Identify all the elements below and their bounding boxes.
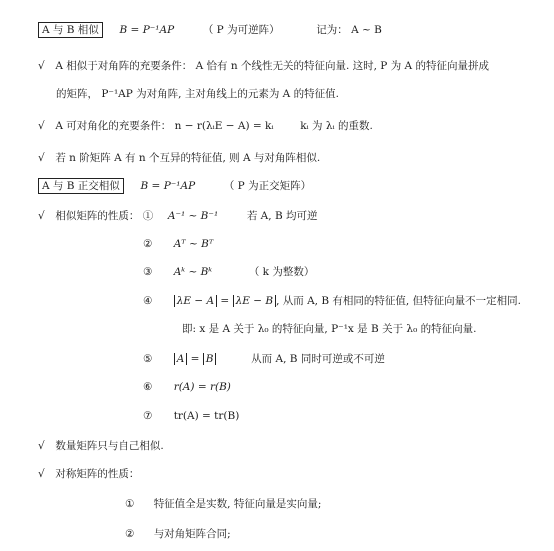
diag-rank-tail: kᵢ 为 λᵢ 的重数. — [300, 120, 373, 132]
diag-condition-text-2: 的矩阵， P⁻¹AP 为对角阵, 主对角线上的元素为 A 的特征值. — [56, 88, 339, 100]
prop-note-3: （ k 为整数） — [248, 266, 315, 278]
orth-similar-box: A 与 B 正交相似 — [38, 178, 124, 194]
prop-eq-4: = — [217, 295, 233, 307]
symmetric-title-line — [38, 466, 139, 482]
check-icon: √ — [38, 468, 45, 480]
prop-sub-4: 即: x 是 A 关于 λ₀ 的特征向量, P⁻¹x 是 B 关于 λ₀ 的特征向量. — [182, 323, 477, 335]
similar-notation: 记为： A ~ B — [316, 24, 382, 36]
similar-definition-box: A 与 B 相似 — [38, 22, 103, 38]
prop-line-6 — [143, 379, 231, 395]
orth-similar-note: （ P 为正交矩阵） — [223, 180, 312, 192]
orth-similar-line — [38, 178, 311, 194]
prop-formula-4-left: λE − A — [174, 295, 217, 307]
self-similar-line — [38, 438, 164, 454]
prop-formula-1: A⁻¹ ~ B⁻¹ — [167, 210, 219, 222]
similar-note: （ P 为可逆阵） — [202, 24, 280, 36]
symmetric-item-1 — [125, 496, 321, 512]
distinct-eigen-line — [38, 150, 320, 166]
symmetric-item-2 — [125, 526, 231, 542]
check-icon: √ — [38, 60, 45, 72]
symmetric-text-1: 特征值全是实数, 特征向量是实向量; — [153, 498, 322, 510]
diag-condition-text-1: A 相似于对角阵的充要条件： A 恰有 n 个线性无关的特征向量. 这时, P 为 A 的特征向量拼成 — [55, 60, 489, 72]
symmetric-num-2: ② — [125, 528, 135, 540]
check-icon: √ — [38, 152, 45, 164]
check-icon: √ — [38, 120, 45, 132]
prop-eq-5: = — [187, 353, 203, 365]
distinct-eigen-text: 若 n 阶矩阵 A 有 n 个互异的特征值, 则 A 与对角阵相似. — [55, 152, 321, 164]
prop-line-3 — [143, 264, 314, 280]
prop-num-4: ④ — [143, 295, 153, 307]
prop-formula-2: Aᵀ ~ Bᵀ — [173, 238, 214, 250]
check-icon: √ — [38, 210, 45, 222]
prop-formula-5-right: B — [203, 353, 217, 365]
prop-num-2: ② — [143, 238, 153, 250]
prop-note-5: 从而 A, B 同时可逆或不可逆 — [251, 353, 385, 365]
prop-line-7 — [143, 408, 239, 424]
similar-formula: B = P⁻¹AP — [119, 24, 175, 36]
prop-num-1: ① — [142, 210, 154, 222]
prop-formula-7: tr(A) = tr(B) — [173, 410, 240, 422]
orth-similar-formula: B = P⁻¹AP — [140, 180, 196, 192]
props-title: 相似矩阵的性质： — [55, 210, 140, 222]
prop-note-1: 若 A, B 均可逆 — [246, 210, 318, 222]
prop-line-5 — [143, 351, 385, 367]
prop-line-4-sub — [182, 321, 476, 337]
prop-formula-3: Aᵏ ~ Bᵏ — [173, 266, 213, 278]
self-similar-text: 数量矩阵只与自己相似. — [55, 440, 164, 452]
similar-definition-line — [38, 22, 382, 38]
symmetric-text-2: 与对角矩阵合同; — [153, 528, 231, 540]
prop-note-4: , 从而 A, B 有相同的特征值, 但特征向量不一定相同. — [276, 295, 521, 307]
prop-num-6: ⑥ — [143, 381, 153, 393]
prop-num-5: ⑤ — [143, 353, 153, 365]
check-icon: √ — [38, 440, 45, 452]
prop-num-7: ⑦ — [143, 410, 153, 422]
prop-formula-6: r(A) = r(B) — [173, 381, 231, 393]
symmetric-title: 对称矩阵的性质： — [55, 468, 140, 480]
prop-formula-4-right: λE − B — [233, 295, 277, 307]
prop-formula-5-left: A — [174, 353, 188, 365]
props-title-line — [38, 208, 318, 224]
symmetric-num-1: ① — [125, 498, 135, 510]
diag-condition-line-2 — [56, 86, 339, 102]
prop-line-2 — [143, 236, 213, 252]
diag-rank-text: A 可对角化的充要条件： n − r(λᵢE − A) = kᵢ — [55, 120, 274, 132]
diag-condition-line-1 — [38, 58, 489, 74]
prop-num-3: ③ — [143, 266, 153, 278]
prop-line-4 — [143, 293, 521, 309]
diag-rank-line — [38, 118, 373, 134]
